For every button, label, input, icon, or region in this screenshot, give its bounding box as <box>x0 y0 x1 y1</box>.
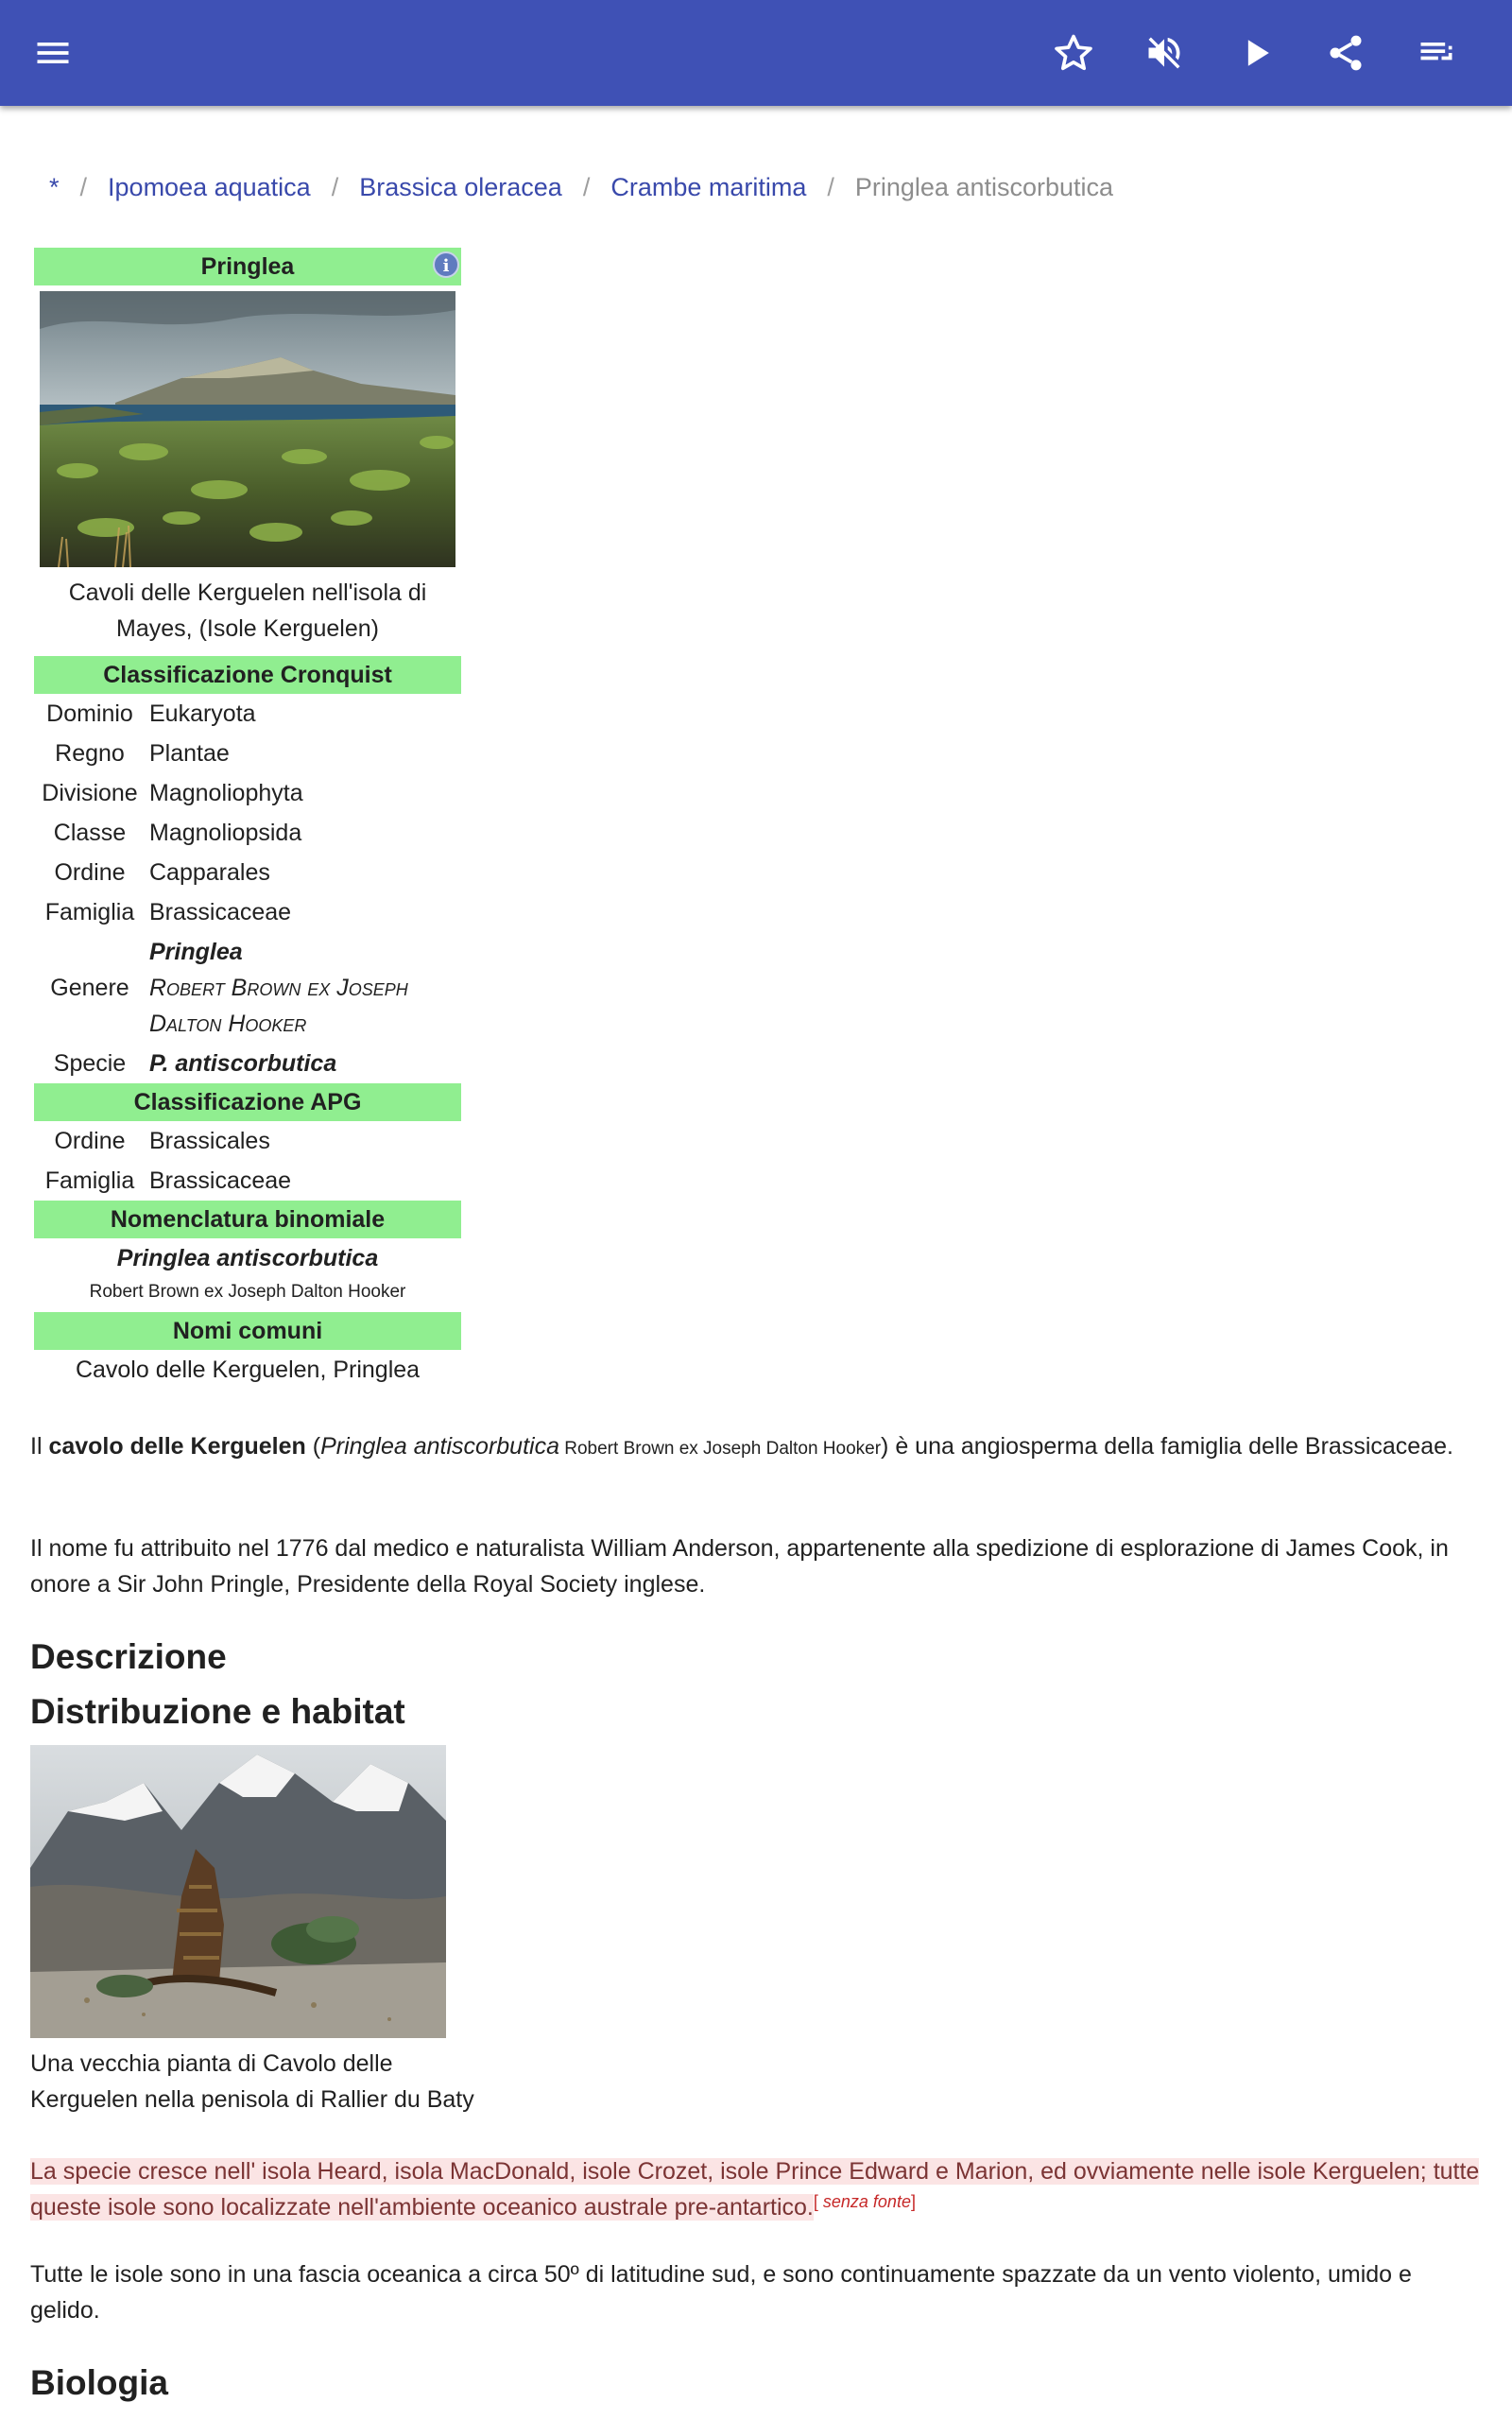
taxon-row-genere <box>34 932 461 1044</box>
taxon-rank: Genere <box>50 975 129 1001</box>
share-icon[interactable] <box>1319 26 1372 79</box>
menu-icon[interactable] <box>26 26 79 79</box>
taxon-value: Brassicaceae <box>149 1167 292 1194</box>
taxobox-title-text: Pringlea <box>200 253 295 280</box>
taxon-value: Magnoliopsida <box>149 820 302 846</box>
genere-author: Robert Brown ex Joseph Dalton Hooker <box>149 975 408 1037</box>
taxobox-image-caption: Cavoli delle Kerguelen nell'isola di Mayes, (Isole Kerguelen) <box>68 579 427 642</box>
breadcrumb-separator: / <box>331 173 339 201</box>
taxon-value: Brassicaceae <box>149 899 292 925</box>
naming-paragraph <box>30 1530 1486 1602</box>
breadcrumb-separator: / <box>582 173 591 201</box>
taxon-value: P. antiscorbutica <box>149 1050 337 1077</box>
taxon-value: Brassicales <box>149 1128 270 1154</box>
taxon-row <box>34 892 461 932</box>
taxon-value: Capparales <box>149 859 270 886</box>
playlist-icon[interactable] <box>1410 26 1463 79</box>
common-names-heading: Nomi comuni <box>34 1312 461 1350</box>
breadcrumb-item-brassica[interactable]: Brassica oleracea <box>359 173 562 201</box>
intro-text: ( <box>305 1433 321 1460</box>
taxon-rank: Divisione <box>42 780 138 806</box>
taxon-value: Eukaryota <box>149 700 256 727</box>
taxobox-title <box>34 248 461 285</box>
apg-heading: Classificazione APG <box>34 1083 461 1121</box>
section-heading-biologia: Biologia <box>30 2363 168 2402</box>
genere-value <box>146 934 461 1042</box>
figure-caption <box>30 2046 474 2118</box>
section-heading-distribuzione: Distribuzione e habitat <box>30 1692 405 1731</box>
naming-paragraph-text: Il nome fu attribuito nel 1776 dal medico e naturalista William Anderson, appartenente alla spedizione di esplorazione di James Cook, in onore a Sir John Pringle, Presidente della Royal Society inglese. <box>30 1535 1449 1598</box>
old-cabbage-plant-image[interactable] <box>30 1745 446 2038</box>
taxon-row <box>34 1121 461 1161</box>
section-heading-descrizione: Descrizione <box>30 1637 227 1676</box>
citation-bracket: [ <box>813 2192 818 2211</box>
taxon-row <box>34 694 461 734</box>
binomial-author: Robert Brown ex Joseph Dalton Hooker <box>89 1282 406 1302</box>
citation-bracket: ] <box>910 2192 916 2211</box>
intro-text: ) è una angiosperma della famiglia delle Brassicaceae. <box>881 1433 1453 1460</box>
wind-paragraph <box>30 2256 1486 2328</box>
genere-name-link[interactable]: Pringlea <box>149 939 243 965</box>
taxon-rank: Famiglia <box>44 899 135 925</box>
citation-text: senza fonte <box>817 2192 911 2211</box>
taxon-value: Plantae <box>149 740 230 767</box>
intro-bold: cavolo delle Kerguelen <box>48 1433 306 1460</box>
taxon-rank: Ordine <box>54 859 126 886</box>
breadcrumb-separator: / <box>827 173 834 201</box>
taxon-row <box>34 734 461 773</box>
binomial-heading: Nomenclatura binomiale <box>34 1201 461 1238</box>
star-outline-icon[interactable] <box>1047 26 1100 79</box>
kerguelen-landscape-image[interactable] <box>40 291 455 567</box>
wind-paragraph-text: Tutte le isole sono in una fascia oceanica a circa 50º di latitudine sud, e sono continuamente spazzate da un vento violento, umido e gelido. <box>30 2261 1412 2324</box>
taxon-rank: Classe <box>53 820 127 846</box>
taxon-row <box>34 1161 461 1201</box>
common-names-value: Cavolo delle Kerguelen, Pringlea <box>75 1357 421 1383</box>
intro-author: Robert Brown ex Joseph Dalton Hooker <box>558 1439 882 1459</box>
taxon-rank: Regno <box>55 740 125 767</box>
breadcrumb <box>49 168 1113 206</box>
taxon-row <box>34 1044 461 1083</box>
intro-text: Il <box>30 1433 49 1460</box>
taxobox <box>34 248 461 1390</box>
app-bar <box>0 0 1512 106</box>
taxon-row <box>34 773 461 813</box>
play-icon[interactable] <box>1230 26 1283 79</box>
volume-off-icon[interactable] <box>1138 26 1191 79</box>
taxon-rank: Ordine <box>54 1128 126 1154</box>
taxon-rank: Specie <box>53 1050 127 1077</box>
breadcrumb-item-root[interactable]: * <box>49 173 60 201</box>
figure-caption-text: Una vecchia pianta di Cavolo delle Kerguelen nella penisola di Rallier du Baty <box>30 2050 474 2113</box>
cronquist-heading: Classificazione Cronquist <box>34 656 461 694</box>
taxon-row <box>34 813 461 853</box>
taxon-value: Magnoliophyta <box>149 780 303 806</box>
taxon-rank: Famiglia <box>44 1167 135 1194</box>
taxon-rank: Dominio <box>46 700 133 727</box>
intro-paragraph <box>30 1428 1486 1467</box>
taxon-row <box>34 853 461 892</box>
unsourced-highlight: La specie cresce nell' isola Heard, isola MacDonald, isole Crozet, isole Prince Edward e Marion, ed ovviamente nelle isole Kerguelen; tutte queste isole sono localizzate nell'ambiente oceanico australe pre-antartico. <box>30 2158 1480 2221</box>
breadcrumb-current: Pringlea antiscorbutica <box>854 173 1114 201</box>
citation-needed-tag[interactable] <box>814 2192 916 2211</box>
habitat-paragraph <box>30 2153 1486 2225</box>
breadcrumb-item-ipomoea[interactable]: Ipomoea aquatica <box>108 173 311 201</box>
binomial-name: Pringlea antiscorbutica <box>116 1245 379 1271</box>
intro-italic: Pringlea antiscorbutica <box>320 1433 559 1460</box>
breadcrumb-item-crambe[interactable]: Crambe maritima <box>610 173 807 201</box>
breadcrumb-separator: / <box>79 173 88 201</box>
info-icon[interactable]: i <box>433 251 459 278</box>
